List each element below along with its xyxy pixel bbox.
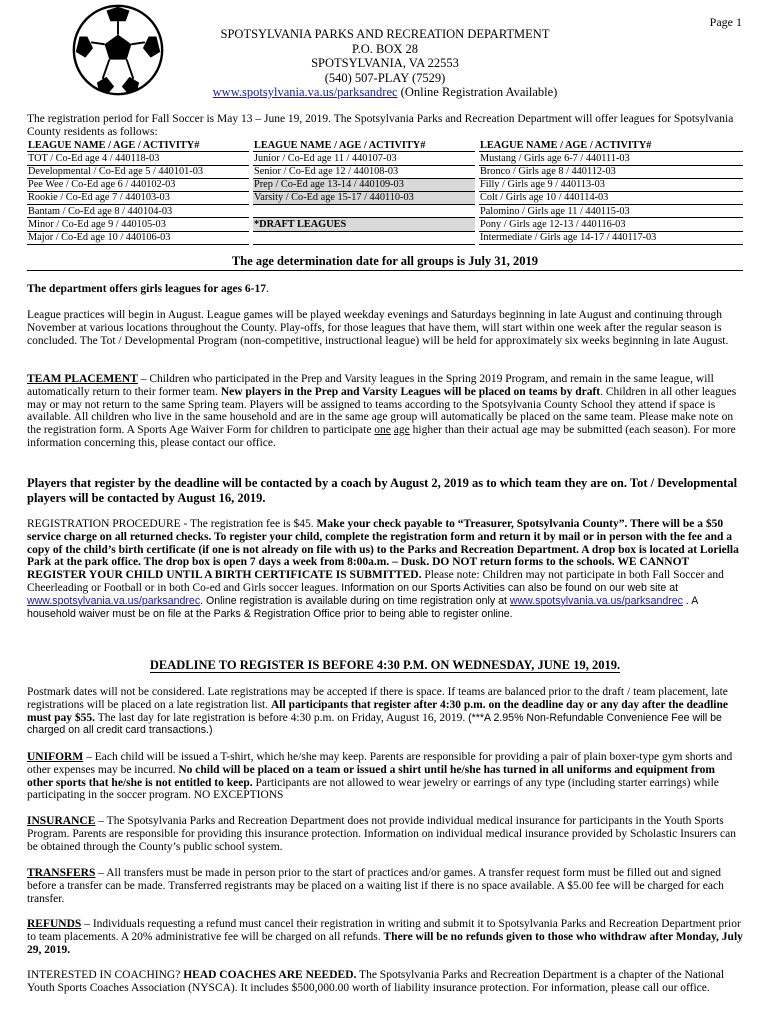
transfers-section [27, 867, 743, 905]
table-row [27, 152, 743, 165]
table-cell [253, 231, 475, 244]
uniform-section [27, 751, 743, 802]
team-placement-text: – Children who participated in the Prep and Varsity leagues in the Spring 2019 Program, and remain in the same league, will automatically return to their former team. [27, 373, 714, 398]
registration-sans-text: . A household waiver must be on file at the Parks & Registration Office prior to being able to register online. [27, 594, 698, 620]
insurance-section [27, 815, 743, 853]
website-link[interactable]: www.spotsylvania.va.us/parksandrec [509, 594, 683, 607]
table-row [27, 205, 743, 218]
table-cell: Bantam / Co-Ed age 8 / 440104-03 [27, 205, 249, 218]
website-link[interactable]: www.spotsylvania.va.us/parksandrec [212, 85, 398, 99]
table-cell-draft: Varsity / Co-Ed age 15-17 / 440110-03 [253, 191, 475, 204]
convenience-fee-note: (***A 2.95% Non-Refundable Convenience Fee will be charged on all credit card transactions.) [27, 711, 722, 737]
table-row [27, 218, 743, 231]
website-link[interactable]: www.spotsylvania.va.us/parksandrec [27, 594, 201, 607]
table-cell: Pee Wee / Co-Ed age 6 / 440102-03 [27, 178, 249, 191]
girls-leagues-text: The department offers girls leagues for ages 6-17 [27, 283, 267, 295]
uniform-text: – Each child will be issued a T-shirt, which he/she may keep. Parents are responsible for providing a pair of plain boxer-type gym shorts and other expenses may be incurred. [27, 751, 733, 776]
registration-text: Please note: Children may not participate in both Fall Soccer and Cheerleading or Football or in both Co-ed and Girls soccer leagues. [27, 569, 724, 594]
city-state: SPOTSYLVANIA, VA 22553 [311, 56, 459, 70]
registration-sans-text: . Online registration is available during on time registration only at [200, 594, 510, 607]
refunds-bold: There will be no refunds given to those who withdraw after Monday, July 29, 2019. [27, 930, 743, 956]
intro-paragraph: The registration period for Fall Soccer is May 13 – June 19, 2019. The Spotsylvania Parks and Recreation Department will offer leagues for Spotsylvania County residents as follows: [27, 113, 734, 138]
coaching-text: INTERESTED IN COACHING? [27, 969, 184, 981]
table-cell: Developmental / Co-Ed age 5 / 440101-03 [27, 165, 249, 178]
table-cell: Palomino / Girls age 11 / 440115-03 [479, 205, 743, 218]
uniform-heading: UNIFORM [27, 751, 84, 763]
postmark-text: The last day for late registration is before 4:30 p.m. on Friday, August 16, 2019. [95, 711, 469, 724]
divider [27, 270, 743, 271]
postmark-bold: All participants that register after 4:30 p.m. on the deadline day or any day after the deadline must pay $55. [27, 698, 729, 724]
team-placement-bold: New players in the Prep and Varsity Leagues will be placed on teams by draft [220, 385, 601, 398]
column-header: LEAGUE NAME / AGE / ACTIVITY# [479, 140, 743, 152]
deadline-text: DEADLINE TO REGISTER IS BEFORE 4:30 P.M. ON WEDNESDAY, JUNE 19, 2019. [149, 658, 621, 672]
table-cell: Intermediate / Girls age 14-17 / 440117-03 [479, 231, 743, 244]
coaching-text: The Spotsylvania Parks and Recreation Department is a chapter of the National Youth Sports Coaches Association (NYSCA). It includes $500,000.00 worth of liability insurance protection. For information, please call our office. [27, 969, 725, 994]
table-cell: Colt / Girls age 10 / 440114-03 [479, 191, 743, 204]
table-cell: Pony / Girls age 12-13 / 440116-03 [479, 218, 743, 231]
table-row [27, 165, 743, 178]
registration-procedure-section [27, 518, 743, 620]
page-number: Page 1 [709, 15, 742, 29]
period: . [266, 283, 269, 295]
team-placement-heading: TEAM PLACEMENT [27, 373, 138, 385]
underlined-word: age [393, 424, 410, 437]
table-row [27, 191, 743, 204]
insurance-heading: INSURANCE [27, 815, 96, 827]
table-cell: Senior / Co-Ed age 12 / 440108-03 [253, 165, 475, 178]
refunds-text: – Individuals requesting a refund must cancel their registration in writing and submit it to Spotsylvania Parks and Recreation Department prior to team placements. A 20% administrative fee will be charged on all refunds. [27, 918, 741, 943]
refunds-heading: REFUNDS [27, 918, 82, 930]
table-row [27, 231, 743, 244]
table-cell: Major / Co-Ed age 10 / 440106-03 [27, 231, 249, 244]
girls-leagues-note [27, 283, 743, 296]
column-header: LEAGUE NAME / AGE / ACTIVITY# [27, 140, 249, 152]
table-cell: Mustang / Girls age 6-7 / 440111-03 [479, 152, 743, 165]
players-deadline-notice: Players that register by the deadline will be contacted by a coach by August 2, 2019 as to which team they are on. Tot / Developmental players will be contacted by August 16, 2019. [27, 476, 738, 505]
registration-sans-text: Information on our Sports Activities can also be found on our web site at [341, 581, 679, 594]
dept-name: SPOTSYLVANIA PARKS AND RECREATION DEPARTMENT [220, 27, 550, 41]
registration-bold: Make your check payable to “Treasurer, Spotsylvania County”. There will be a $50 service charge on all returned checks. To register your child, complete the registration form and return it by mail or in person with the fee and a copy of the child’s birth certificate (if one is not already on file with us) to the Parks and Recreation Department. A drop box is located at Loriella Park at the park office. The drop box is open 7 days a week from 8:00a.m. – Dusk. DO NOT return forms to the schools. WE CANNOT REGISTER YOUR CHILD UNTIL A BIRTH CERTIFICATE IS SUBMITTED. [27, 518, 739, 582]
league-table-header [27, 140, 743, 152]
postmark-section [27, 686, 743, 737]
postmark-text: Postmark dates will not be considered. Late registrations may be accepted if there is space. If teams are balanced prior to the draft / team placement, late registrations will be placed on a late registration list. [27, 686, 728, 711]
draft-leagues-note: *DRAFT LEAGUES [253, 218, 475, 231]
letterhead [0, 27, 770, 100]
table-cell: Filly / Girls age 9 / 440113-03 [479, 178, 743, 191]
deadline-banner [0, 658, 770, 673]
table-cell: Rookie / Co-Ed age 7 / 440103-03 [27, 191, 249, 204]
table-row [27, 178, 743, 191]
website-line [0, 85, 770, 100]
coaching-section [27, 969, 743, 995]
transfers-text: – All transfers must be made in person prior to the start of practices and/or games. A transfer request form must be filled out and signed before a transfer can be made. Transferred registrants may be placed on a waiting list if there is no space available. A $5.00 fee will be charged for each transfer. [27, 867, 724, 905]
practice-paragraph: League practices will begin in August. League games will be played weekday evenings and Saturdays beginning in late August and continuing through November at various locations throughout the County. Play-offs, for those leagues that have them, will start within one week after the regular season is concluded. The Tot / Developmental Program (non-competitive, instructional league) will be held for approximately six weeks beginning in late August. [27, 309, 729, 347]
table-cell: Minor / Co-Ed age 9 / 440105-03 [27, 218, 249, 231]
underlined-word: one [374, 424, 391, 437]
uniform-bold: No child will be placed on a team or issued a shirt until he/she has turned in all uniforms and equipment from other sports that he/she is not entitled to keep. [27, 763, 715, 789]
po-box: P.O. BOX 28 [352, 41, 418, 56]
transfers-heading: TRANSFERS [27, 867, 96, 879]
table-cell: Bronco / Girls age 8 / 440112-03 [479, 165, 743, 178]
insurance-text: – The Spotsylvania Parks and Recreation Department does not provide individual medical insurance for participants in the Youth Sports Program. Parents are responsible for providing this insurance protection. Information on individual medical insurance provided by Scholastic Insurers can be obtained through the County’s public school system. [27, 815, 736, 853]
league-table [27, 140, 743, 245]
refunds-section [27, 918, 743, 956]
website-suffix: (Online Registration Available) [400, 85, 558, 99]
table-cell: Junior / Co-Ed age 11 / 440107-03 [253, 152, 475, 165]
team-placement-text: higher than their actual age may be submitted (each season). For more information concerning this, please contact our office. [27, 424, 736, 449]
coaching-bold: HEAD COACHES ARE NEEDED. [183, 969, 357, 981]
table-cell: TOT / Co-Ed age 4 / 440118-03 [27, 152, 249, 165]
table-cell [253, 205, 475, 218]
uniform-text: Participants are not allowed to wear jewelry or earrings of any type (including starter earrings) while participating in the soccer program. NO EXCEPTIONS [27, 776, 719, 802]
column-header: LEAGUE NAME / AGE / ACTIVITY# [253, 140, 475, 152]
table-cell-draft: Prep / Co-Ed age 13-14 / 440109-03 [253, 178, 475, 191]
team-placement-text: . Children in all other leagues may or may not return to the same Spring team. Players will be assigned to teams according to the Spotsylvania County School they attend if space is available. All children who live in the same household and are in the same age group will automatically be placed on the same team. Please make note on the registration form. A Sports Age Waiver Form for children to participate [27, 385, 737, 437]
registration-text: REGISTRATION PROCEDURE - The registration fee is $45. [27, 518, 317, 530]
team-placement-section [27, 373, 743, 450]
phone: (540) 507-PLAY (7529) [324, 70, 446, 85]
age-determination-date: The age determination date for all groups is July 31, 2019 [231, 254, 539, 268]
